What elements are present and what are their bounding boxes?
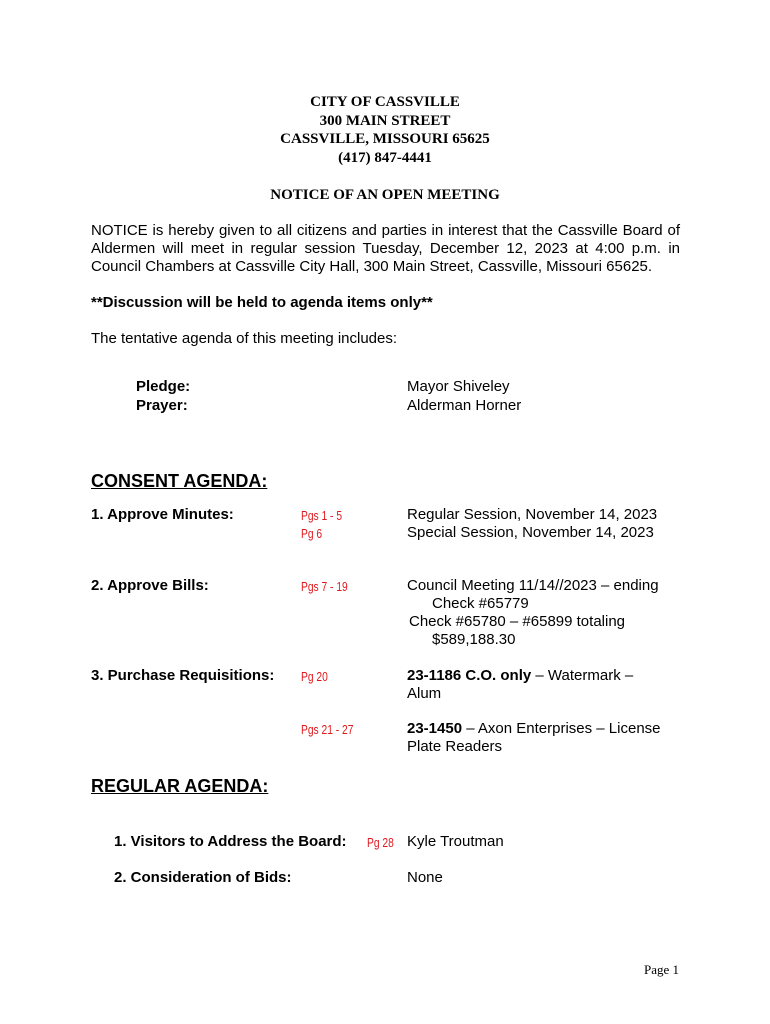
phone-number: (417) 847-4441 bbox=[338, 150, 432, 166]
bills-line-4: $589,188.30 bbox=[432, 631, 516, 648]
pledge-label: Pledge: bbox=[136, 378, 191, 395]
street-address: 300 MAIN STREET bbox=[319, 113, 451, 129]
page-number: Page 1 bbox=[644, 962, 680, 977]
consent-item-2-label: . Approve Bills: bbox=[99, 577, 209, 594]
discussion-note: **Discussion will be held to agenda items only** bbox=[91, 294, 433, 311]
regular-item-1-label: 1. Visitors to Address the Board: bbox=[114, 833, 347, 850]
requisition-2-desc-cont: Plate Readers bbox=[407, 738, 503, 755]
bills-line-1: Council Meeting 11/14//2023 – ending bbox=[407, 577, 659, 594]
page-ref: Pg 20 bbox=[301, 670, 328, 684]
minutes-regular-session: Regular Session, November 14, 2023 bbox=[407, 506, 658, 523]
requisition-2-desc: – Axon Enterprises – License bbox=[462, 720, 661, 737]
city-state-zip: CASSVILLE, MISSOURI 65625 bbox=[280, 131, 490, 147]
requisition-1-desc: – Watermark – bbox=[531, 667, 634, 684]
page-ref: Pgs 1 - 5 bbox=[301, 509, 343, 523]
prayer-value: Alderman Horner bbox=[407, 397, 522, 414]
regular-agenda-heading: REGULAR AGENDA: bbox=[91, 776, 269, 796]
tentative-agenda-intro: The tentative agenda of this meeting includes: bbox=[91, 330, 398, 347]
pledge-value: Mayor Shiveley bbox=[407, 378, 510, 395]
minutes-special-session: Special Session, November 14, 2023 bbox=[407, 524, 654, 541]
page-ref: Pg 28 bbox=[367, 836, 394, 850]
page-ref: Pgs 7 - 19 bbox=[301, 580, 348, 594]
requisition-2 bbox=[407, 720, 687, 738]
page-ref: Pg 6 bbox=[301, 527, 323, 541]
consent-item-1-number: 1 bbox=[91, 506, 100, 523]
visitor-name: Kyle Troutman bbox=[407, 833, 504, 850]
consent-item-3-label: 3. Purchase Requisitions: bbox=[91, 667, 275, 684]
consent-item-2 bbox=[91, 577, 209, 595]
requisition-1 bbox=[407, 667, 667, 685]
regular-item-2-label: 2. Consideration of Bids: bbox=[114, 869, 292, 886]
consent-item-1 bbox=[91, 506, 234, 524]
consent-item-2-number: 2 bbox=[91, 577, 100, 594]
notice-title: NOTICE OF AN OPEN MEETING bbox=[270, 187, 500, 203]
requisition-2-number: 23-1450 bbox=[407, 720, 463, 737]
prayer-label: Prayer: bbox=[136, 397, 188, 414]
bills-line-2: Check #65779 bbox=[432, 595, 529, 612]
notice-body: NOTICE is hereby given to all citizens and parties in interest that the Cassville Board of Aldermen will meet in regular session Tuesday, December 12, 2023 at 4:00 p.m. in Council Chambers at Cassville City Hall, 300 Main Street, Cassville, Missouri 65625. bbox=[91, 222, 680, 275]
consent-item-1-label: . Approve Minutes: bbox=[99, 506, 234, 523]
requisition-1-number: 23-1186 C.O. only bbox=[407, 667, 532, 684]
consent-agenda-heading: CONSENT AGENDA: bbox=[91, 471, 268, 491]
bids-value: None bbox=[407, 869, 443, 886]
page-ref: Pgs 21 - 27 bbox=[301, 723, 354, 737]
requisition-1-desc-cont: Alum bbox=[407, 685, 442, 702]
city-name: CITY OF CASSVILLE bbox=[310, 94, 460, 110]
bills-line-3: Check #65780 – #65899 totaling bbox=[409, 613, 626, 630]
